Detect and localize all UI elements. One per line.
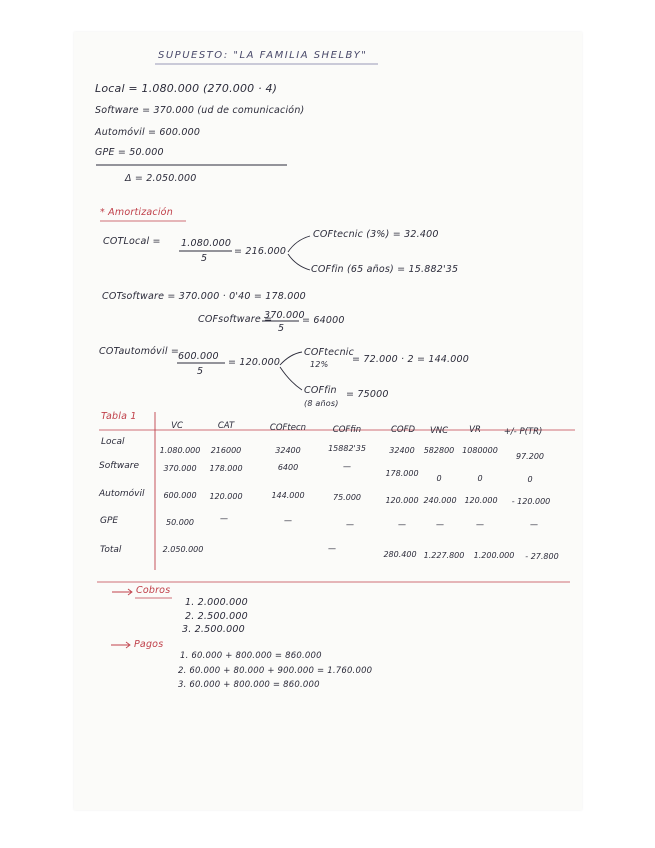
- soft-cof-label: COFsoftware =: [198, 314, 273, 325]
- auto-cof-fin-years: (8 años): [304, 399, 339, 408]
- table-header: COFtecn: [269, 423, 307, 433]
- asset-automovil: Automóvil = 600.000: [95, 127, 201, 138]
- total-value: Δ = 2.050.000: [125, 173, 197, 184]
- soft-numerator: 370.000: [264, 310, 305, 321]
- auto-cof-tecnic: COFtecnic: [304, 347, 355, 358]
- table-cell: - 120.000: [511, 497, 551, 506]
- table-cell: 75.000: [333, 493, 361, 502]
- cobros-item: 1. 2.000.000: [185, 597, 248, 608]
- table-cell: 280.400: [383, 550, 417, 559]
- local-cof-fin: COFfin (65 años) = 15.882'35: [311, 264, 459, 275]
- local-cot-label: COTLocal =: [103, 236, 161, 247]
- pagos-label: Pagos: [134, 639, 164, 650]
- table-cell: —: [476, 520, 484, 529]
- table-cell: 32400: [275, 446, 301, 455]
- table-cell: 216000: [210, 446, 242, 455]
- table-cell: 240.000: [423, 496, 457, 505]
- auto-cof-tecnic-value: = 72.000 · 2 = 144.000: [352, 354, 470, 365]
- table-cell: 32400: [389, 446, 415, 455]
- local-cof-tecnic: COFtecnic (3%) = 32.400: [313, 229, 439, 240]
- table-header: COFfin: [332, 425, 362, 435]
- table-cell: 1080000: [462, 446, 498, 455]
- table-cell: —: [436, 520, 444, 529]
- auto-branch-up: [280, 352, 302, 365]
- table-cell: 120.000: [385, 496, 419, 505]
- local-branch-down: [288, 254, 310, 270]
- row-label-local: Local: [101, 437, 125, 447]
- table-cell: 0: [436, 474, 442, 483]
- table-cell: 178.000: [385, 469, 419, 478]
- table-header: COFD: [390, 425, 416, 435]
- table-cell: 120.000: [464, 496, 498, 505]
- local-branch-up: [288, 236, 310, 252]
- table-cell: - 27.800: [525, 552, 559, 561]
- auto-denominator: 5: [197, 366, 204, 377]
- table-header: +/- P(TR): [503, 427, 543, 437]
- amort-heading: * Amortización: [100, 207, 173, 218]
- table-header: VNC: [429, 426, 449, 436]
- table-cell: 582800: [423, 446, 455, 455]
- table-cell: 1.227.800: [423, 551, 465, 560]
- table-header: CAT: [217, 421, 235, 431]
- auto-branch-down: [280, 367, 302, 390]
- pagos-item: 3. 60.000 + 800.000 = 860.000: [178, 680, 320, 690]
- row-label-total: Total: [100, 545, 122, 555]
- table-cell: 6400: [277, 463, 299, 472]
- table-cell: 1.200.000: [473, 551, 515, 560]
- table-cell: —: [343, 462, 351, 471]
- auto-cot-label: COTautomóvil =: [99, 346, 180, 357]
- auto-cof-tecnic-rate: 12%: [310, 360, 329, 369]
- pagos-item: 1. 60.000 + 800.000 = 860.000: [180, 651, 322, 661]
- asset-gpe: GPE = 50.000: [95, 147, 164, 158]
- cobros-item: 3. 2.500.000: [182, 624, 245, 635]
- table-cell: —: [284, 516, 292, 525]
- auto-cof-fin: COFfin: [304, 385, 337, 396]
- table-cell: 120.000: [209, 492, 243, 501]
- table-cell: 2.050.000: [162, 545, 204, 554]
- table-cell: 97.200: [516, 452, 544, 461]
- table-label: Tabla 1: [101, 411, 137, 422]
- asset-software: Software = 370.000 (ud de comunicación): [95, 105, 305, 116]
- table-cell: —: [530, 520, 538, 529]
- table-cell: —: [220, 514, 228, 523]
- soft-result: = 64000: [302, 315, 345, 326]
- table-cell: 50.000: [166, 518, 194, 527]
- table-cell: 15882'35: [328, 444, 366, 453]
- table-cell: —: [398, 520, 406, 529]
- table-cell: 178.000: [209, 464, 243, 473]
- table-header: VC: [171, 421, 183, 431]
- table-cell: 0: [527, 475, 533, 484]
- local-denominator: 5: [201, 253, 208, 264]
- table-cell: 370.000: [163, 464, 197, 473]
- local-result: = 216.000: [234, 246, 287, 257]
- row-label-software: Software: [99, 461, 140, 471]
- table-cell: 600.000: [163, 491, 197, 500]
- auto-result: = 120.000: [228, 357, 281, 368]
- local-numerator: 1.080.000: [181, 238, 232, 249]
- table-cell: —: [328, 544, 336, 553]
- page-title: SUPUESTO: "LA FAMILIA SHELBY": [158, 50, 368, 61]
- auto-cof-fin-value: = 75000: [346, 389, 389, 400]
- row-label-automovil: Automóvil: [99, 489, 145, 499]
- asset-local: Local = 1.080.000 (270.000 · 4): [95, 82, 278, 95]
- table-cell: 0: [477, 474, 483, 483]
- auto-numerator: 600.000: [178, 351, 219, 362]
- pagos-item: 2. 60.000 + 80.000 + 900.000 = 1.760.000: [178, 666, 373, 676]
- cobros-label: Cobros: [136, 585, 171, 596]
- soft-cot-line: COTsoftware = 370.000 · 0'40 = 178.000: [102, 291, 306, 302]
- table-header: VR: [469, 425, 481, 435]
- cobros-item: 2. 2.500.000: [185, 611, 248, 622]
- table-cell: 144.000: [271, 491, 305, 500]
- table-cell: —: [346, 520, 354, 529]
- soft-denominator: 5: [278, 323, 285, 334]
- row-label-gpe: GPE: [100, 516, 119, 526]
- table-cell: 1.080.000: [159, 446, 201, 455]
